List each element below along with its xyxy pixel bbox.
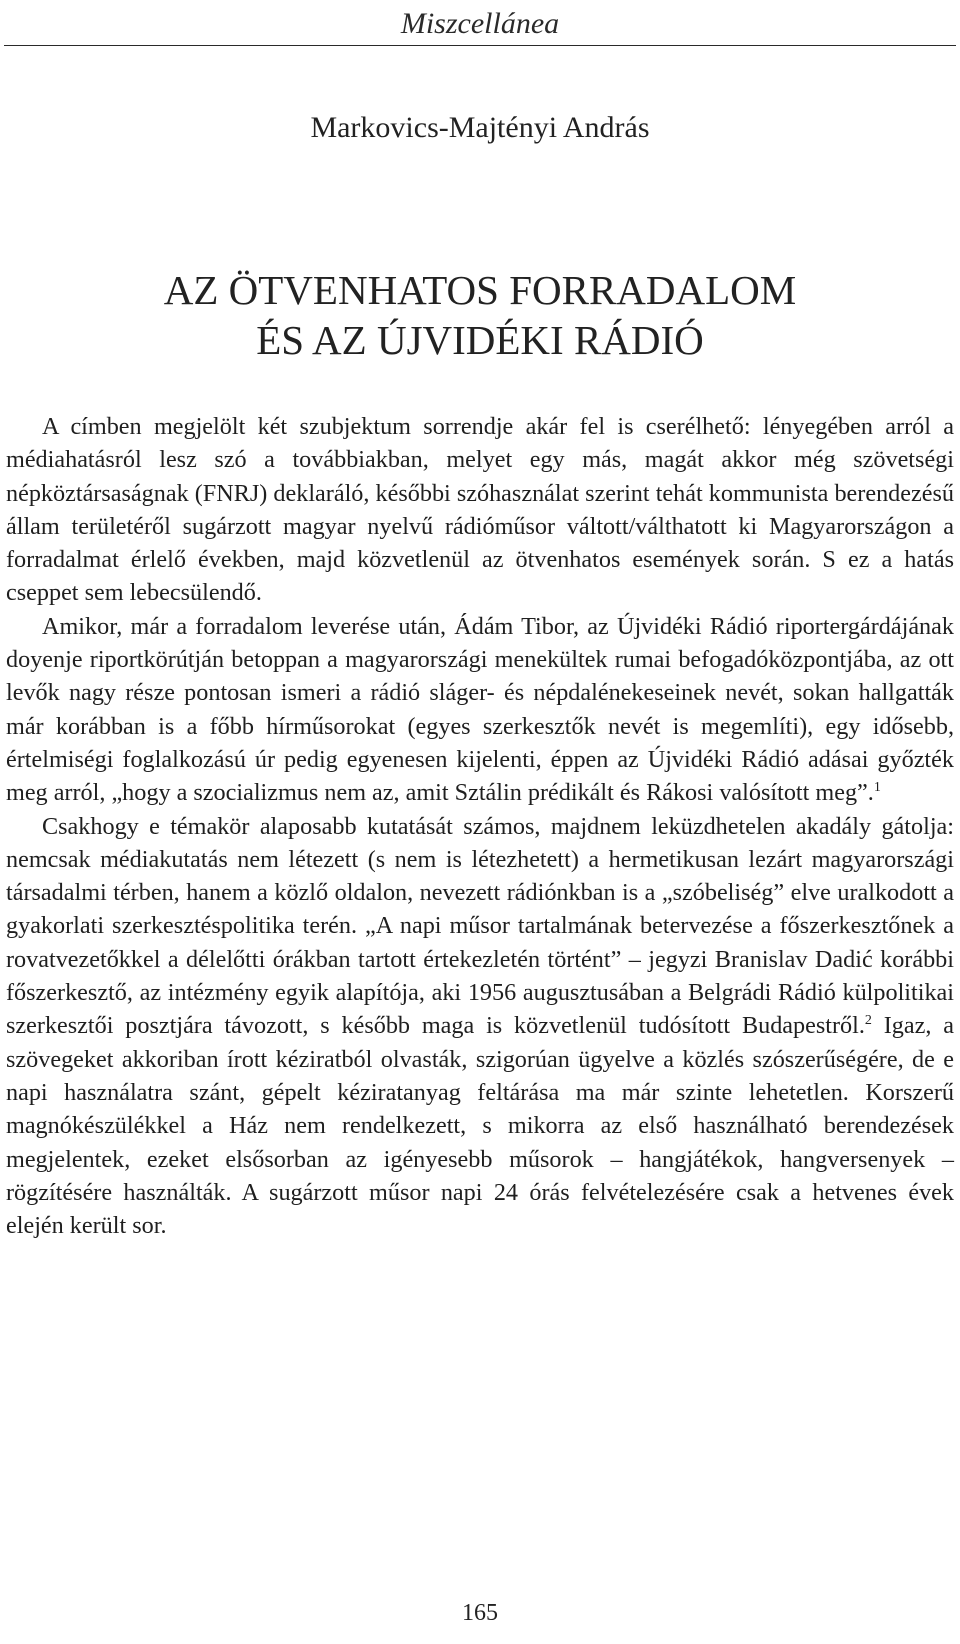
- paragraph-2: [6, 610, 954, 810]
- article-title: [0, 265, 960, 365]
- header-rule: [4, 45, 956, 46]
- article-author: Markovics-Majtényi András: [310, 111, 650, 144]
- footnote-marker-2[interactable]: 2: [864, 1013, 872, 1029]
- title-line-1: AZ ÖTVENHATOS FORRADALOM: [163, 267, 797, 313]
- paragraph-3-text-b: Igaz, a szövegeket akkoriban írott kéziratból olvasták, szigorúan ügyelve a közlés szószerűségére, de e napi használatra szánt, gépelt kéziratanyag feltárása ma már szinte lehetetlen. Korszerű magnókészülékkel a Ház nem rendelkezett, s mikorra az első használható berendezések megjelentek, ezeket elsősorban az igényesebb műsorok – hangjátékok, hangversenyek – rögzítésére használták. A sugárzott műsor napi 24 órás felvételezésére csak a hetvenes évek elején került sor.: [6, 1012, 954, 1240]
- footnote-marker-1[interactable]: 1: [873, 780, 881, 796]
- page-number: 165: [462, 1600, 498, 1626]
- section-header: Miszcellánea: [400, 7, 560, 40]
- paragraph-1-text: A címben megjelölt két szubjektum sorrendje akár fel is cserélhető: lényegében arról a médiahatásról lesz szó a továbbiakban, melyet egy más, magát akkor még szövetségi népköztársaságnak (FNRJ) deklaráló, későbbi szóhasználat szerint tehát kommunista berendezésű állam területéről sugárzott magyar nyelvű rádióműsor váltott/válthatott ki Magyarországon a forradalmat érlelő években, majd közvetlenül az ötvenhatos események során. S ez a hatás cseppet sem lebecsülendő.: [6, 413, 954, 607]
- title-line-2: ÉS AZ ÚJVIDÉKI RÁDIÓ: [256, 317, 704, 363]
- article-body: [6, 410, 954, 1242]
- paragraph-3: [6, 810, 954, 1243]
- paragraph-2-text: Amikor, már a forradalom leverése után, Ádám Tibor, az Újvidéki Rádió riportergárdájának doyenje riportkörútján betoppan a magyarországi menekültek rumai befogadóközpontjába, az ott levők nagy része pontosan ismeri a rádió sláger- és népdalénekeseinek nevét, sokan hallgatták már korábban is a főbb hírműsorokat (egyes szerkesztők nevét is megemlíti), egy idősebb, értelmiségi foglalkozású úr pedig egyenesen kijelenti, éppen az Újvidéki Rádió adásai győzték meg arról, „hogy a szocializmus nem az, amit Sztálin prédikált és Rákosi valósított meg”.: [6, 612, 954, 807]
- paragraph-1: [6, 410, 954, 610]
- paragraph-3-text-a: Csakhogy e témakör alaposabb kutatását számos, majdnem leküzdhetelen akadály gátolja: nemcsak médiakutatás nem létezett (s nem is létezhetett) a hermetikusan lezárt magyarországi társadalmi térben, hanem a közlő oldalon, nevezett rádiónkban is a „szóbeliség” elve uralkodott a gyakorlati szerkesztéspolitika terén. „A napi műsor tartalmának betervezése a főszerkesztőnek a rovatvezetőkkel a délelőtti órákban tartott értekezletén történt” – jegyzi Branislav Dadić korábbi főszerkesztő, az intézmény egyik alapítója, aki 1956 augusztusában a Belgrádi Rádió külpolitikai szerkesztői posztjára távozott, s később maga is közvetlenül tudósított Budapestről.: [6, 812, 954, 1040]
